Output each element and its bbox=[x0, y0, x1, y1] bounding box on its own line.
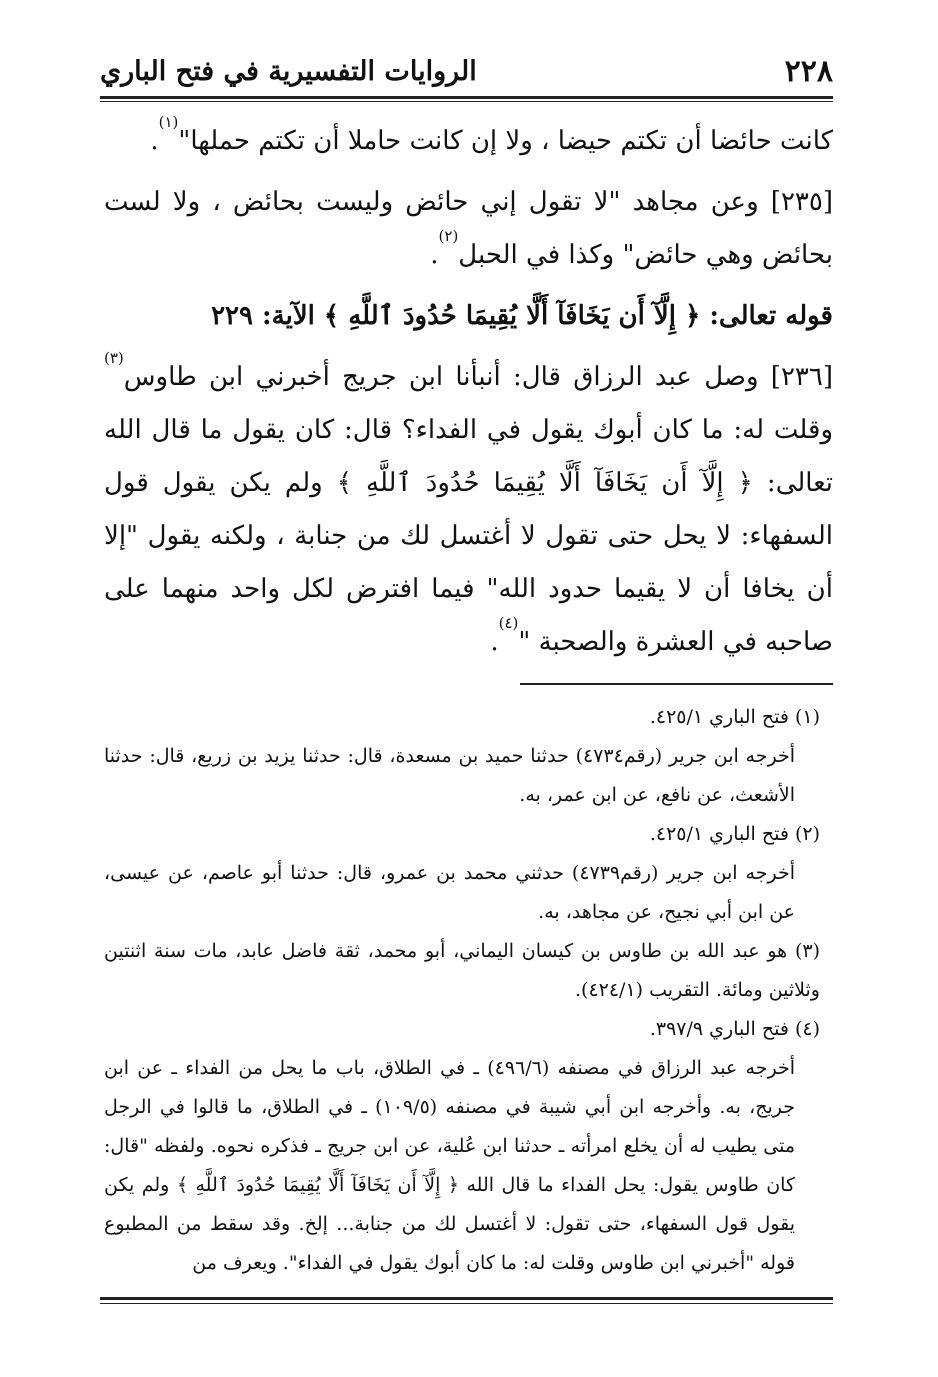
paragraph-235 bbox=[104, 176, 833, 282]
footnote-2: (٢) فتح الباري ٤٢٥/١. bbox=[649, 823, 820, 845]
running-title: الروايات التفسيرية في فتح الباري bbox=[100, 56, 477, 87]
footnote-4-source: أخرجه عبد الرزاق في مصنفه (٤٩٦/٦) ـ في الطلاق، باب ما يحل من الفداء ـ عن ابن جريج، به. وأخرجه ابن أبي شيبة في مصنفه (١٠٩/٥) ـ في الطلاق، ما قالوا في الرجل متى يطيب له أن يخلع امرأته ـ حدثنا ابن عُلية، عن ابن جريج ـ فذكره نحوه. ولفظه "قال: كان طاوس يقول: يحل الفداء ما قال الله ﴿ إِلَّآ أَن يَخَافَآ أَلَّا يُقِيمَا حُدُودَ ٱللَّهِ ﴾ ولم يكن يقول قول السفهاء، حتى تقول: لا أغتسل لك من جنابة... إلخ. وقد سقط من المطبوع قوله "أخبرني ابن طاوس وقلت له: ما كان أبوك يقول في الفداء". ويعرف من bbox=[104, 1057, 795, 1274]
footnote-1: (١) فتح الباري ٤٢٥/١. bbox=[649, 706, 820, 728]
footer-rule-thin bbox=[100, 1303, 833, 1304]
footnote-ref-3: (٣) bbox=[104, 349, 124, 367]
footnote-2-source: أخرجه ابن جرير (رقم٤٧٣٩) حدثني محمد بن عمرو، قال: حدثنا أبو عاصم، عن عيسى، عن ابن أبي نجيح، عن مجاهد، به. bbox=[104, 862, 795, 923]
paragraph-235-text: [٢٣٥] وعن مجاهد "لا تقول إني حائض وليست بحائض ، ولا لست بحائض وهي حائض" وكذا في الحبل bbox=[104, 187, 833, 270]
paragraph-1 bbox=[104, 115, 833, 168]
footnote-ref-1: (١) bbox=[158, 113, 179, 131]
paragraph-235-end: . bbox=[430, 240, 439, 270]
page-header bbox=[100, 50, 833, 100]
paragraph-236-end: . bbox=[490, 627, 499, 657]
paragraph-236-text-a: [٢٣٦] وصل عبد الرزاق قال: أنبأنا ابن جريج أخبرني ابن طاوس bbox=[123, 362, 833, 392]
main-text bbox=[104, 115, 833, 669]
header-rule-thin bbox=[100, 101, 833, 102]
paragraph-236 bbox=[104, 351, 833, 669]
footnote-ref-2: (٢) bbox=[438, 227, 459, 245]
footnote-ref-4: (٤) bbox=[498, 614, 519, 632]
paragraph-1-end: . bbox=[150, 126, 159, 156]
section-heading: قوله تعالى: ﴿ إِلَّآ أَن يَخَافَآ أَلَّا يُقِيمَا حُدُودَ ٱللَّهِ ﴾ الآية: ٢٢٩ bbox=[211, 301, 833, 331]
header-rule bbox=[100, 96, 833, 99]
footnote-1-source: أخرجه ابن جرير (رقم٤٧٣٤) حدثنا حميد بن مسعدة، قال: حدثنا يزيد بن زريع، قال: حدثنا الأشعث، عن نافع، عن ابن عمر، به. bbox=[104, 745, 795, 806]
paragraph-1-text: كانت حائضا أن تكتم حيضا ، ولا إن كانت حاملا أن تكتم حملها" bbox=[178, 126, 833, 156]
page-number: ٢٢٨ bbox=[784, 54, 833, 89]
paragraph-236-text-b: وقلت له: ما كان أبوك يقول في الفداء؟ قال: كان يقول ما قال الله تعالى: ﴿ إِلَّآ أَن يَخَافَآ أَلَّا يُقِيمَا حُدُودَ ٱللَّهِ ﴾ ولم يكن يقول قول السفهاء: لا يحل حتى تقول لا أغتسل لك من جنابة ، ولكنه يقول "إلا أن يخافا أن لا يقيما حدود الله" فيما افترض لكل واحد منهما على صاحبه في العشرة والصحبة " bbox=[104, 415, 833, 657]
footnote-4: (٤) فتح الباري ٣٩٧/٩. bbox=[649, 1018, 820, 1040]
footnote-separator bbox=[520, 683, 833, 685]
footnote-3: (٣) هو عبد الله بن طاوس بن كيسان اليماني، أبو محمد، ثقة فاضل عابد، مات سنة اثنتين وثلاثين ومائة. التقريب (٤٢٤/١). bbox=[104, 940, 820, 1001]
footnotes bbox=[104, 698, 820, 1283]
footer-rule bbox=[100, 1297, 833, 1300]
